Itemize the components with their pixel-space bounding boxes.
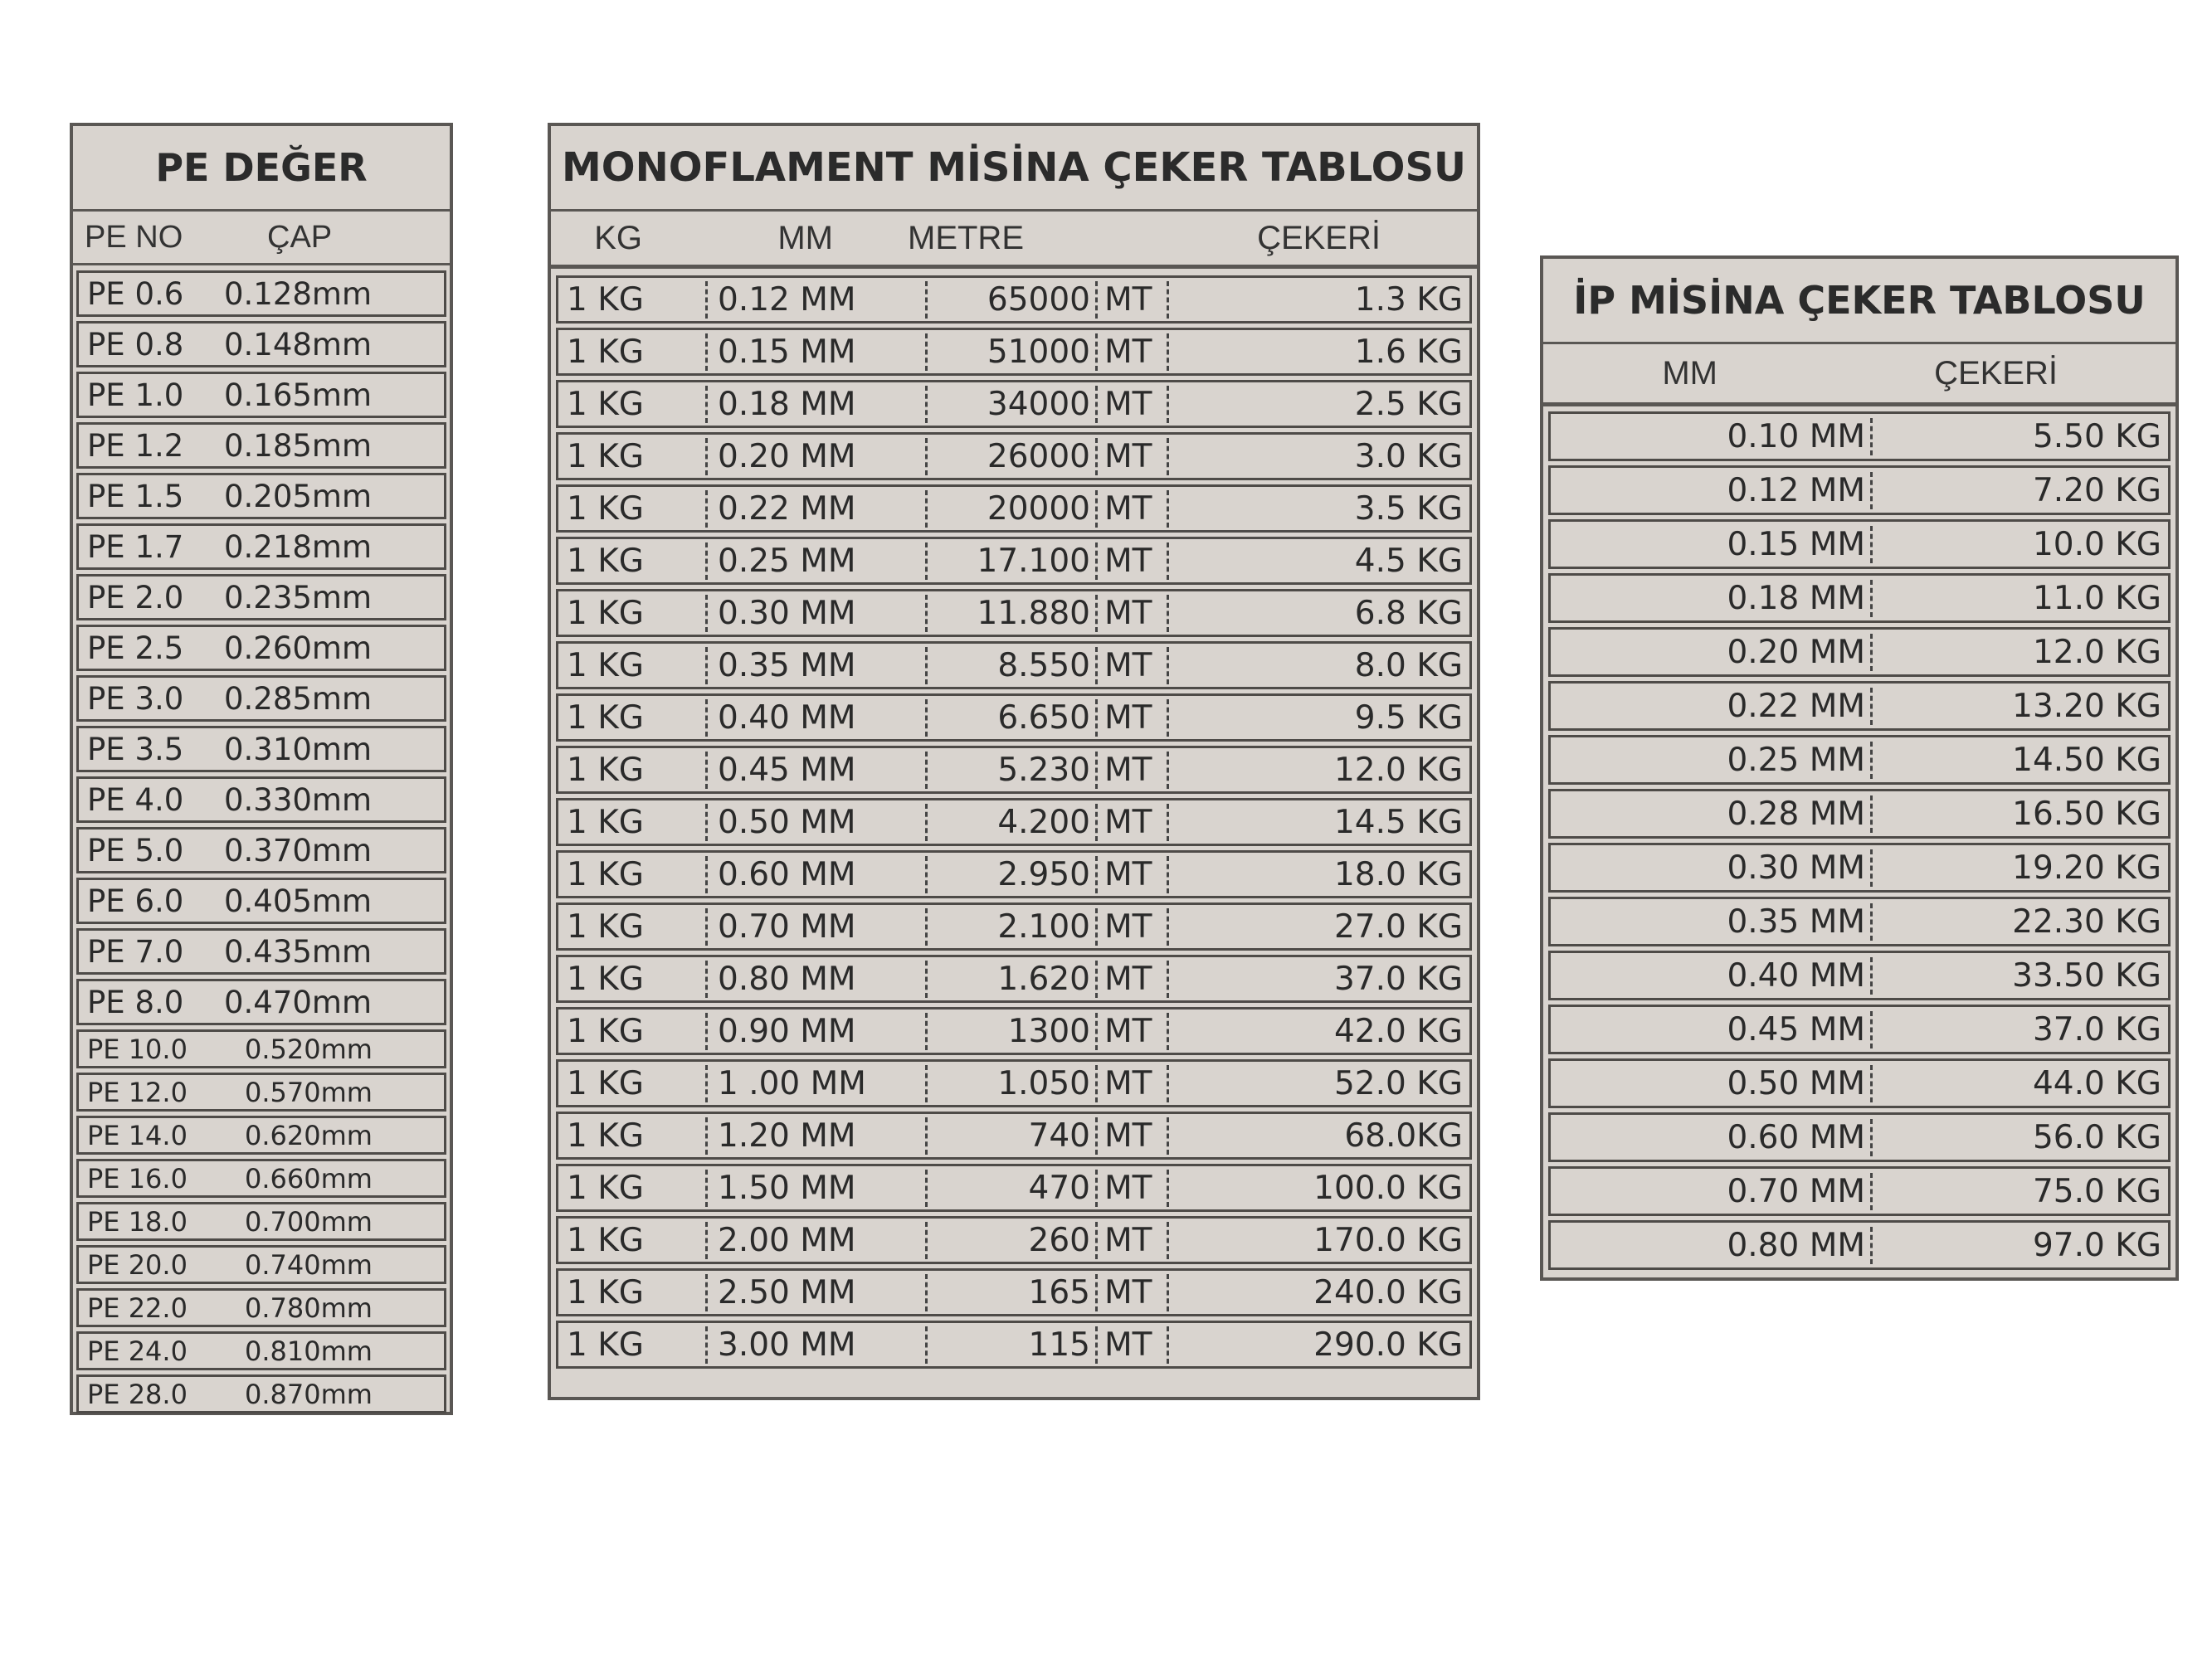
table-row [556,432,1472,480]
mono-metre-cell: 740 [928,1117,1098,1155]
ip-mm-cell: 0.40 MM [1551,957,1873,995]
mono-ceker-cell: 4.5 KG [1354,542,1463,580]
mono-col-metre-header: METRE [908,219,1024,256]
mono-kg-cell: 1 KG [558,1013,708,1050]
pe-no-cell: PE 28.0 [87,1378,188,1410]
mono-mm-cell: 0.25 MM [708,542,928,580]
mono-unit-cell: MT [1098,333,1169,371]
table-row [1548,681,2171,731]
mono-unit-cell: MT [1098,699,1169,737]
mono-table-body [551,269,1477,1369]
pe-diameter-cell: 0.660mm [245,1162,373,1194]
table-row [76,726,446,772]
table-row [1548,1166,2171,1216]
pe-no-cell: PE 6.0 [87,883,184,919]
table-row [556,1321,1472,1369]
pe-no-cell: PE 4.0 [87,781,184,818]
table-row [1548,627,2171,677]
mono-unit-cell: MT [1098,752,1169,789]
pe-diameter-cell: 0.435mm [224,933,373,970]
pe-diameter-cell: 0.185mm [224,427,373,464]
pe-diameter-cell: 0.520mm [245,1033,373,1065]
table-row [556,1268,1472,1316]
ip-mm-cell: 0.28 MM [1551,795,1873,833]
mono-unit-cell: MT [1098,281,1169,319]
table-row [76,827,446,873]
table-row [76,1073,446,1112]
pe-diameter-cell: 0.570mm [245,1076,373,1108]
table-row [76,928,446,975]
mono-ceker-cell: 18.0 KG [1333,855,1463,893]
mono-kg-cell: 1 KG [558,1117,708,1155]
mono-mm-cell: 2.00 MM [708,1222,928,1259]
ip-ceker-cell: 97.0 KG [2032,1226,2161,1264]
mono-kg-cell: 1 KG [558,1170,708,1207]
table-row [556,902,1472,951]
mono-col-ceker-header: ÇEKERİ [1257,219,1381,256]
pe-no-cell: PE 1.5 [87,478,184,514]
mono-mm-cell: 1.20 MM [708,1117,928,1155]
pe-diameter-cell: 0.235mm [224,579,373,615]
pe-no-cell: PE 10.0 [87,1033,188,1065]
ip-ceker-cell: 37.0 KG [2032,1010,2161,1048]
mono-mm-cell: 0.90 MM [708,1013,928,1050]
table-row [76,574,446,620]
mono-mm-cell: 0.30 MM [708,595,928,632]
table-row [1548,465,2171,515]
mono-ceker-cell: 170.0 KG [1313,1221,1463,1259]
table-row [556,955,1472,1003]
table-row [556,641,1472,689]
pe-diameter-cell: 0.370mm [224,832,373,868]
table-row [556,746,1472,794]
ip-ceker-cell: 16.50 KG [2012,795,2161,833]
pe-no-cell: PE 12.0 [87,1076,188,1108]
table-row [556,798,1472,846]
pe-col-diameter-header: ÇAP [267,219,333,255]
mono-metre-cell: 165 [928,1274,1098,1311]
pe-diameter-cell: 0.470mm [224,984,373,1020]
pe-no-cell: PE 1.2 [87,427,184,464]
mono-metre-cell: 6.650 [928,699,1098,737]
mono-unit-cell: MT [1098,1326,1169,1364]
mono-kg-cell: 1 KG [558,333,708,371]
ip-ceker-cell: 75.0 KG [2032,1172,2161,1210]
table-row [1548,519,2171,569]
pe-diameter-cell: 0.700mm [245,1205,373,1238]
pe-diameter-cell: 0.260mm [224,630,373,666]
table-row [556,275,1472,324]
mono-ceker-cell: 14.5 KG [1333,803,1463,841]
mono-mm-cell: 0.12 MM [708,281,928,319]
table-row [76,473,446,519]
mono-kg-cell: 1 KG [558,542,708,580]
table-row [556,589,1472,637]
mono-table-card [548,123,1480,1400]
mono-metre-cell: 20000 [928,490,1098,528]
table-row [76,1245,446,1284]
mono-mm-cell: 1 .00 MM [708,1065,928,1102]
mono-col-kg-header: KG [594,219,642,256]
table-row [76,1202,446,1241]
mono-unit-cell: MT [1098,1013,1169,1050]
mono-mm-cell: 2.50 MM [708,1274,928,1311]
table-row [76,1116,446,1155]
pe-no-cell: PE 0.8 [87,326,184,362]
mono-mm-cell: 0.50 MM [708,804,928,841]
pe-diameter-cell: 0.128mm [224,275,373,312]
mono-metre-cell: 115 [928,1326,1098,1364]
ip-ceker-cell: 13.20 KG [2012,687,2161,725]
mono-kg-cell: 1 KG [558,699,708,737]
mono-unit-cell: MT [1098,856,1169,893]
ip-mm-cell: 0.70 MM [1551,1173,1873,1210]
table-row [556,850,1472,898]
mono-metre-cell: 2.100 [928,908,1098,946]
table-row [556,380,1472,428]
table-row [556,537,1472,585]
mono-mm-cell: 0.60 MM [708,856,928,893]
ip-mm-cell: 0.45 MM [1551,1011,1873,1048]
pe-diameter-cell: 0.620mm [245,1119,373,1151]
pe-diameter-cell: 0.310mm [224,731,373,767]
mono-metre-cell: 17.100 [928,542,1098,580]
mono-kg-cell: 1 KG [558,1065,708,1102]
table-row [1548,411,2171,461]
ip-ceker-cell: 56.0 KG [2032,1118,2161,1156]
table-row [1548,1112,2171,1162]
pe-diameter-cell: 0.285mm [224,680,373,717]
pe-diameter-cell: 0.330mm [224,781,373,818]
mono-mm-cell: 0.80 MM [708,961,928,998]
mono-mm-cell: 0.15 MM [708,333,928,371]
mono-unit-cell: MT [1098,1222,1169,1259]
table-row [1548,1005,2171,1054]
mono-table-header [551,209,1477,269]
ip-mm-cell: 0.50 MM [1551,1065,1873,1102]
mono-metre-cell: 8.550 [928,647,1098,684]
table-row [1548,843,2171,893]
pe-table-title: PE DEĞER [155,145,368,190]
mono-col-mm-header: MM [777,219,833,256]
pe-no-cell: PE 16.0 [87,1162,188,1194]
pe-no-cell: PE 7.0 [87,933,184,970]
table-row [1548,573,2171,623]
pe-table-body [73,265,450,1413]
mono-metre-cell: 1.050 [928,1065,1098,1102]
mono-metre-cell: 1.620 [928,961,1098,998]
pe-no-cell: PE 3.5 [87,731,184,767]
mono-kg-cell: 1 KG [558,752,708,789]
mono-ceker-cell: 27.0 KG [1333,907,1463,946]
ip-table-title: İP MİSİNA ÇEKER TABLOSU [1573,278,2146,323]
pe-no-cell: PE 0.6 [87,275,184,312]
mono-kg-cell: 1 KG [558,490,708,528]
pe-no-cell: PE 14.0 [87,1119,188,1151]
ip-ceker-cell: 11.0 KG [2032,579,2161,617]
pe-diameter-cell: 0.165mm [224,377,373,413]
ip-mm-cell: 0.35 MM [1551,903,1873,941]
mono-metre-cell: 65000 [928,281,1098,319]
ip-table-body [1543,406,2175,1270]
mono-kg-cell: 1 KG [558,386,708,423]
ip-ceker-cell: 33.50 KG [2012,956,2161,995]
table-row [1548,897,2171,946]
mono-ceker-cell: 12.0 KG [1333,751,1463,789]
mono-unit-cell: MT [1098,1274,1169,1311]
mono-ceker-cell: 1.3 KG [1354,280,1463,319]
pe-diameter-cell: 0.740mm [245,1248,373,1281]
table-row [76,1331,446,1370]
mono-unit-cell: MT [1098,490,1169,528]
mono-mm-cell: 0.45 MM [708,752,928,789]
mono-unit-cell: MT [1098,542,1169,580]
pe-no-cell: PE 3.0 [87,680,184,717]
ip-mm-cell: 0.60 MM [1551,1119,1873,1156]
pe-diameter-cell: 0.148mm [224,326,373,362]
table-row [76,878,446,924]
ip-ceker-cell: 10.0 KG [2032,525,2161,563]
table-row [556,1007,1472,1055]
ip-ceker-cell: 22.30 KG [2012,902,2161,941]
table-row [1548,1220,2171,1270]
pe-diameter-cell: 0.870mm [245,1378,373,1410]
mono-unit-cell: MT [1098,386,1169,423]
mono-kg-cell: 1 KG [558,1274,708,1311]
mono-metre-cell: 470 [928,1170,1098,1207]
mono-mm-cell: 0.70 MM [708,908,928,946]
mono-unit-cell: MT [1098,961,1169,998]
mono-unit-cell: MT [1098,438,1169,475]
ip-ceker-cell: 7.20 KG [2032,471,2161,509]
mono-kg-cell: 1 KG [558,438,708,475]
mono-ceker-cell: 3.5 KG [1354,489,1463,528]
mono-kg-cell: 1 KG [558,856,708,893]
mono-mm-cell: 0.22 MM [708,490,928,528]
mono-metre-cell: 11.880 [928,595,1098,632]
pe-diameter-cell: 0.810mm [245,1335,373,1367]
mono-ceker-cell: 37.0 KG [1333,960,1463,998]
mono-ceker-cell: 1.6 KG [1354,333,1463,371]
mono-metre-cell: 5.230 [928,752,1098,789]
table-row [76,1159,446,1198]
mono-mm-cell: 1.50 MM [708,1170,928,1207]
mono-kg-cell: 1 KG [558,647,708,684]
table-row [76,776,446,823]
ip-ceker-cell: 14.50 KG [2012,741,2161,779]
table-row [76,372,446,418]
pe-no-cell: PE 1.0 [87,377,184,413]
mono-metre-cell: 2.950 [928,856,1098,893]
ip-col-ceker-header: ÇEKERİ [1934,354,2058,392]
table-row [1548,735,2171,785]
mono-metre-cell: 51000 [928,333,1098,371]
mono-unit-cell: MT [1098,1117,1169,1155]
mono-metre-cell: 4.200 [928,804,1098,841]
mono-ceker-cell: 68.0KG [1344,1117,1463,1155]
table-row [76,523,446,570]
mono-mm-cell: 0.40 MM [708,699,928,737]
mono-ceker-cell: 3.0 KG [1354,437,1463,475]
ip-mm-cell: 0.30 MM [1551,849,1873,887]
mono-ceker-cell: 100.0 KG [1313,1169,1463,1207]
mono-kg-cell: 1 KG [558,908,708,946]
pe-table-header [73,209,450,265]
mono-mm-cell: 0.35 MM [708,647,928,684]
mono-unit-cell: MT [1098,647,1169,684]
table-row [76,1288,446,1327]
mono-kg-cell: 1 KG [558,804,708,841]
pe-diameter-cell: 0.205mm [224,478,373,514]
ip-ceker-cell: 19.20 KG [2012,849,2161,887]
mono-ceker-cell: 52.0 KG [1333,1064,1463,1102]
pe-no-cell: PE 20.0 [87,1248,188,1281]
mono-mm-cell: 0.18 MM [708,386,928,423]
mono-ceker-cell: 240.0 KG [1313,1273,1463,1311]
pe-no-cell: PE 2.0 [87,579,184,615]
ip-mm-cell: 0.18 MM [1551,580,1873,617]
mono-ceker-cell: 42.0 KG [1333,1012,1463,1050]
ip-table-card [1540,255,2179,1281]
mono-ceker-cell: 8.0 KG [1354,646,1463,684]
mono-kg-cell: 1 KG [558,281,708,319]
ip-ceker-cell: 12.0 KG [2032,633,2161,671]
table-row [556,1216,1472,1264]
ip-mm-cell: 0.22 MM [1551,688,1873,725]
mono-kg-cell: 1 KG [558,1326,708,1364]
pe-no-cell: PE 24.0 [87,1335,188,1367]
table-row [556,328,1472,376]
ip-table-header [1543,342,2175,406]
mono-metre-cell: 1300 [928,1013,1098,1050]
mono-kg-cell: 1 KG [558,595,708,632]
table-row [556,1164,1472,1212]
ip-mm-cell: 0.12 MM [1551,472,1873,509]
mono-table-title: MONOFLAMENT MİSİNA ÇEKER TABLOSU [562,144,1466,191]
pe-no-cell: PE 8.0 [87,984,184,1020]
ip-mm-cell: 0.20 MM [1551,634,1873,671]
mono-metre-cell: 34000 [928,386,1098,423]
table-row [76,675,446,722]
mono-ceker-cell: 9.5 KG [1354,698,1463,737]
mono-kg-cell: 1 KG [558,961,708,998]
ip-mm-cell: 0.80 MM [1551,1227,1873,1264]
ip-mm-cell: 0.25 MM [1551,742,1873,779]
mono-kg-cell: 1 KG [558,1222,708,1259]
ip-mm-cell: 0.15 MM [1551,526,1873,563]
pe-diameter-cell: 0.405mm [224,883,373,919]
table-row [556,1112,1472,1160]
table-row [76,1029,446,1068]
ip-mm-cell: 0.10 MM [1551,418,1873,455]
table-row [1548,789,2171,839]
mono-unit-cell: MT [1098,804,1169,841]
mono-ceker-cell: 2.5 KG [1354,385,1463,423]
pe-no-cell: PE 2.5 [87,630,184,666]
table-row [76,1374,446,1413]
mono-ceker-cell: 6.8 KG [1354,594,1463,632]
pe-diameter-cell: 0.780mm [245,1292,373,1324]
table-row [1548,1058,2171,1108]
pe-col-no-header: PE NO [85,219,183,255]
mono-unit-cell: MT [1098,908,1169,946]
mono-mm-cell: 3.00 MM [708,1326,928,1364]
mono-unit-cell: MT [1098,595,1169,632]
mono-metre-cell: 260 [928,1222,1098,1259]
mono-metre-cell: 26000 [928,438,1098,475]
mono-unit-cell: MT [1098,1170,1169,1207]
mono-unit-cell: MT [1098,1065,1169,1102]
pe-diameter-cell: 0.218mm [224,528,373,565]
ip-ceker-cell: 5.50 KG [2032,417,2161,455]
ip-ceker-cell: 44.0 KG [2032,1064,2161,1102]
table-row [556,484,1472,533]
table-row [76,270,446,317]
pe-table-card [70,123,453,1415]
ip-col-mm-header: MM [1662,354,1717,392]
table-row [76,625,446,671]
mono-mm-cell: 0.20 MM [708,438,928,475]
table-row [76,422,446,469]
table-row [556,1059,1472,1107]
mono-ceker-cell: 290.0 KG [1313,1326,1463,1364]
table-row [1548,951,2171,1000]
pe-no-cell: PE 1.7 [87,528,184,565]
pe-no-cell: PE 18.0 [87,1205,188,1238]
table-row [76,979,446,1025]
pe-no-cell: PE 5.0 [87,832,184,868]
table-row [556,693,1472,742]
pe-no-cell: PE 22.0 [87,1292,188,1324]
table-row [76,321,446,367]
